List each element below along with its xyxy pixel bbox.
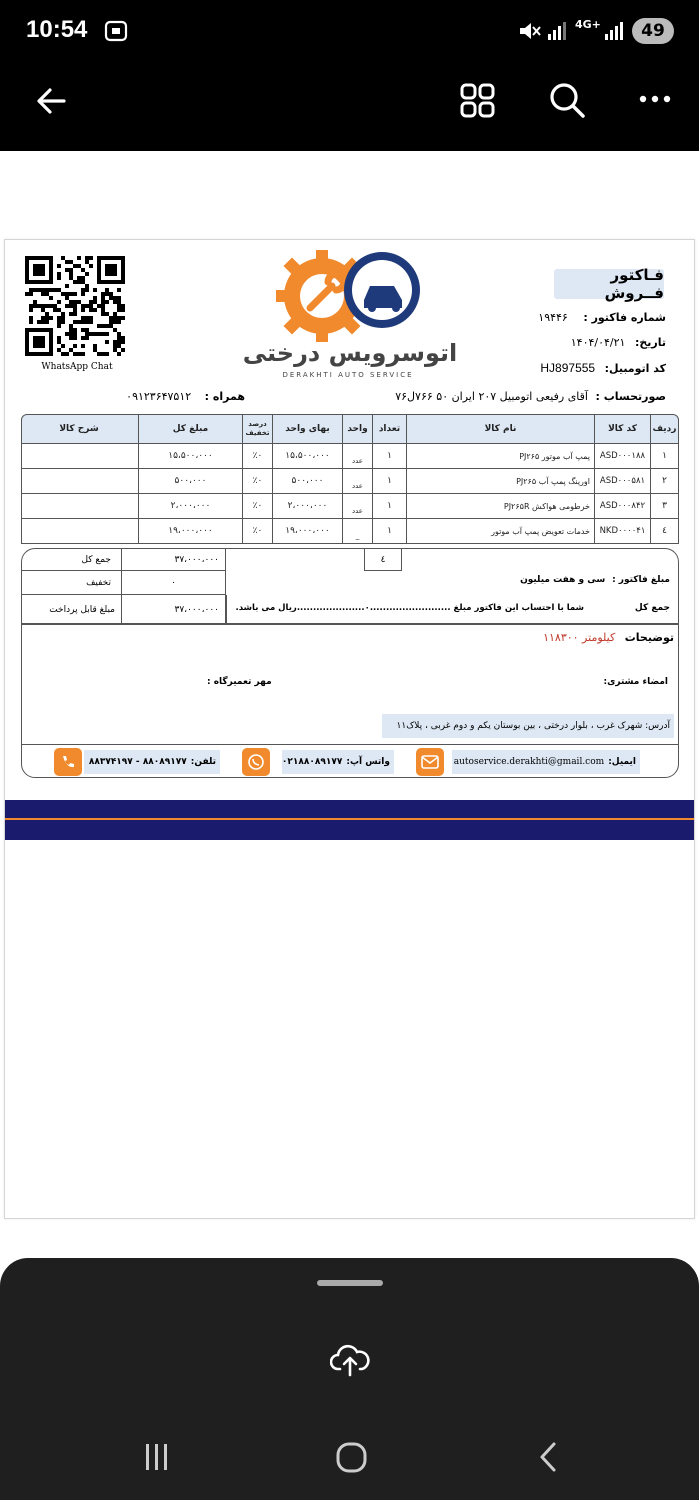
cell-qty: ۱ <box>372 444 406 468</box>
table-row <box>21 469 679 494</box>
account-value: آقای رفیعی اتومبیل ۲۰۷ ایران ۵۰ ۷۶۶ل۷۶ <box>395 390 588 403</box>
items-table-header <box>21 414 679 444</box>
back-arrow-icon[interactable] <box>34 84 70 118</box>
invoice-number <box>446 311 666 324</box>
whatsapp-value: ۰۲۱۸۸۰۸۹۱۷۷ <box>281 757 343 767</box>
address: آدرس: شهرک غرب ، بلوار درختی ، بین بوستان یکم و دوم غربی ، پلاک۱۱ <box>382 714 674 738</box>
table-row <box>21 444 679 469</box>
more-options-icon[interactable] <box>638 92 672 106</box>
summary-payable-value: ۳۷،۰۰۰،۰۰۰ <box>122 595 226 625</box>
recent-apps-icon[interactable] <box>140 1440 174 1474</box>
signal-icon-2 <box>603 20 625 42</box>
shop-stamp-label: مهر تعمیرگاه : <box>207 677 272 687</box>
whatsapp-icon <box>242 748 270 776</box>
mobile-value: ۰۹۱۲۳۶۴۷۵۱۲ <box>126 390 192 403</box>
cell-name: اورینگ پمپ آب PJ۲۶۵ <box>406 469 594 493</box>
network-type: 4G+ <box>575 18 601 31</box>
cell-code: ASD۰۰۰۵۸۱ <box>594 469 650 493</box>
document-viewer[interactable] <box>0 151 699 1261</box>
email-label: ایمیل: <box>608 757 636 767</box>
cell-code: ASD۰۰۰۸۴۲ <box>594 494 650 518</box>
cell-discount: ٪۰ <box>242 519 272 543</box>
cell-desc <box>20 469 138 493</box>
summary-payable-label: مبلغ قابل پرداخت <box>22 595 122 625</box>
col-code: کد کالا <box>594 415 650 443</box>
clock: 10:54 <box>26 16 88 43</box>
logo-subtitle: DERAKHTI AUTO SERVICE <box>282 371 414 379</box>
cell-unit: عدد <box>342 469 372 493</box>
cloud-upload-icon[interactable] <box>330 1341 370 1377</box>
invoice-title: فـاکتور فــروش <box>554 269 664 299</box>
contact-footer <box>21 744 679 778</box>
grid-view-icon[interactable] <box>459 82 497 120</box>
mute-icon <box>517 20 541 42</box>
summary-discount-label: تخفیف <box>22 571 122 595</box>
mobile-label: همراه : <box>204 390 245 403</box>
status-bar <box>0 0 699 62</box>
summary-box <box>21 548 679 624</box>
invoice-number-value: ۱۹۴۴۶ <box>538 311 568 324</box>
cell-no: ٤ <box>650 519 678 543</box>
app-bar <box>0 62 699 151</box>
logo-text: اتوسرویس درختی <box>242 339 458 367</box>
account-label: صورتحساب : <box>595 390 666 403</box>
qr-code <box>25 256 129 358</box>
col-discount: درصد تخفیف <box>242 415 272 443</box>
cell-unit-price: ۵۰۰،۰۰۰ <box>272 469 342 493</box>
summary-sum-label: جمع کل <box>22 549 122 571</box>
col-qty: تعداد <box>372 415 406 443</box>
cell-unit-price: ۱۵،۵۰۰،۰۰۰ <box>272 444 342 468</box>
cell-unit: _ <box>342 519 372 543</box>
invoice-number-label: شماره فاکتور : <box>583 311 666 324</box>
cell-total: ۲،۰۰۰،۰۰۰ <box>138 494 242 518</box>
phone-icon <box>54 748 82 776</box>
amount-in-words <box>270 575 670 585</box>
summary-sum-value: ۳۷،۰۰۰،۰۰۰ <box>122 549 226 571</box>
cell-desc <box>20 444 138 468</box>
cell-qty: ۱ <box>372 494 406 518</box>
screenshot-icon <box>104 20 128 42</box>
footer-band-stripe <box>5 818 695 820</box>
sheet-drag-handle[interactable] <box>317 1280 383 1286</box>
cell-qty: ۱ <box>372 519 406 543</box>
cell-no: ۱ <box>650 444 678 468</box>
cell-unit-price: ۲،۰۰۰،۰۰۰ <box>272 494 342 518</box>
car-code-label: کد اتومبیل: <box>604 362 666 375</box>
cell-total: ۱۹،۰۰۰،۰۰۰ <box>138 519 242 543</box>
battery-indicator: 49 <box>632 18 674 44</box>
phone-label: تلفن: <box>190 757 216 767</box>
col-name: نام کالا <box>406 415 594 443</box>
cell-name: پمپ آب موتور PJ۲۶۵ <box>406 444 594 468</box>
bottom-sheet <box>0 1258 699 1500</box>
cell-discount: ٪۰ <box>242 494 272 518</box>
cell-code: NKD۰۰۰۰۴۱ <box>594 519 650 543</box>
invoice-page <box>4 239 695 1219</box>
search-icon[interactable] <box>547 80 587 120</box>
account-info <box>246 390 666 403</box>
col-unit-price: بهای واحد <box>272 415 342 443</box>
amount-words-value: سی و هفت میلیون <box>520 575 606 585</box>
notes-label: توضیحات <box>624 631 674 644</box>
summary-total-text: شما با احتساب این فاکتور مبلغ .........................٠.....................ریال می باشد. <box>235 603 584 613</box>
phone-contact <box>84 750 220 774</box>
car-code <box>446 361 666 375</box>
email-contact <box>452 750 640 774</box>
cell-total: ۵۰۰،۰۰۰ <box>138 469 242 493</box>
cell-discount: ٪۰ <box>242 444 272 468</box>
cell-no: ۳ <box>650 494 678 518</box>
cell-desc <box>20 494 138 518</box>
home-button-icon[interactable] <box>334 1440 370 1476</box>
phone-value: ۸۸۰۸۹۱۷۷ - ۸۸۳۷۴۱۹۷ <box>88 757 187 767</box>
invoice-date <box>446 336 666 349</box>
amount-words-label: مبلغ فاکتور : <box>612 575 670 585</box>
summary-discount-value: ۰ <box>122 571 226 595</box>
table-row <box>21 494 679 519</box>
footer-band <box>5 800 695 840</box>
cell-unit: عدد <box>342 444 372 468</box>
customer-signature-label: امضاء مشتری: <box>603 677 668 687</box>
qr-caption: WhatsApp Chat <box>41 362 113 372</box>
col-desc: شرح کالا <box>59 424 99 434</box>
notes-box <box>21 624 679 744</box>
email-value: autoservice.derakhti@gmail.com <box>453 757 605 767</box>
summary-count: ٤ <box>364 549 402 571</box>
email-icon <box>416 748 444 776</box>
col-total: مبلغ کل <box>138 415 242 443</box>
notes-value: کیلومتر ۱۱۸۳۰۰ <box>543 631 616 644</box>
cell-name: خرطومی هواکش PJ۲۶۵R <box>406 494 594 518</box>
whatsapp-label: واتس آپ: <box>346 757 390 767</box>
col-row-no: ردیف <box>650 415 678 443</box>
cell-qty: ۱ <box>372 469 406 493</box>
cell-code: ASD۰۰۰۱۸۸ <box>594 444 650 468</box>
signal-icon <box>546 20 568 42</box>
invoice-date-label: تاریخ: <box>634 336 666 349</box>
mobile-info <box>55 390 245 403</box>
cell-name: خدمات تعویض پمپ آب موتور <box>406 519 594 543</box>
cell-discount: ٪۰ <box>242 469 272 493</box>
nav-back-icon[interactable] <box>532 1440 566 1474</box>
cell-unit: عدد <box>342 494 372 518</box>
whatsapp-contact <box>282 750 394 774</box>
logo-gear-car-icon <box>272 248 432 348</box>
summary-total-label: جمع کل <box>634 603 670 613</box>
notes <box>543 631 674 644</box>
invoice-date-value: ۱۴۰۴/۰۴/۲۱ <box>570 336 626 349</box>
cell-total: ۱۵،۵۰۰،۰۰۰ <box>138 444 242 468</box>
cell-no: ۲ <box>650 469 678 493</box>
cell-unit-price: ۱۹،۰۰۰،۰۰۰ <box>272 519 342 543</box>
col-unit: واحد <box>342 415 372 443</box>
cell-desc <box>20 519 138 543</box>
table-row <box>21 519 679 544</box>
car-code-value: HJ897555 <box>540 361 596 375</box>
